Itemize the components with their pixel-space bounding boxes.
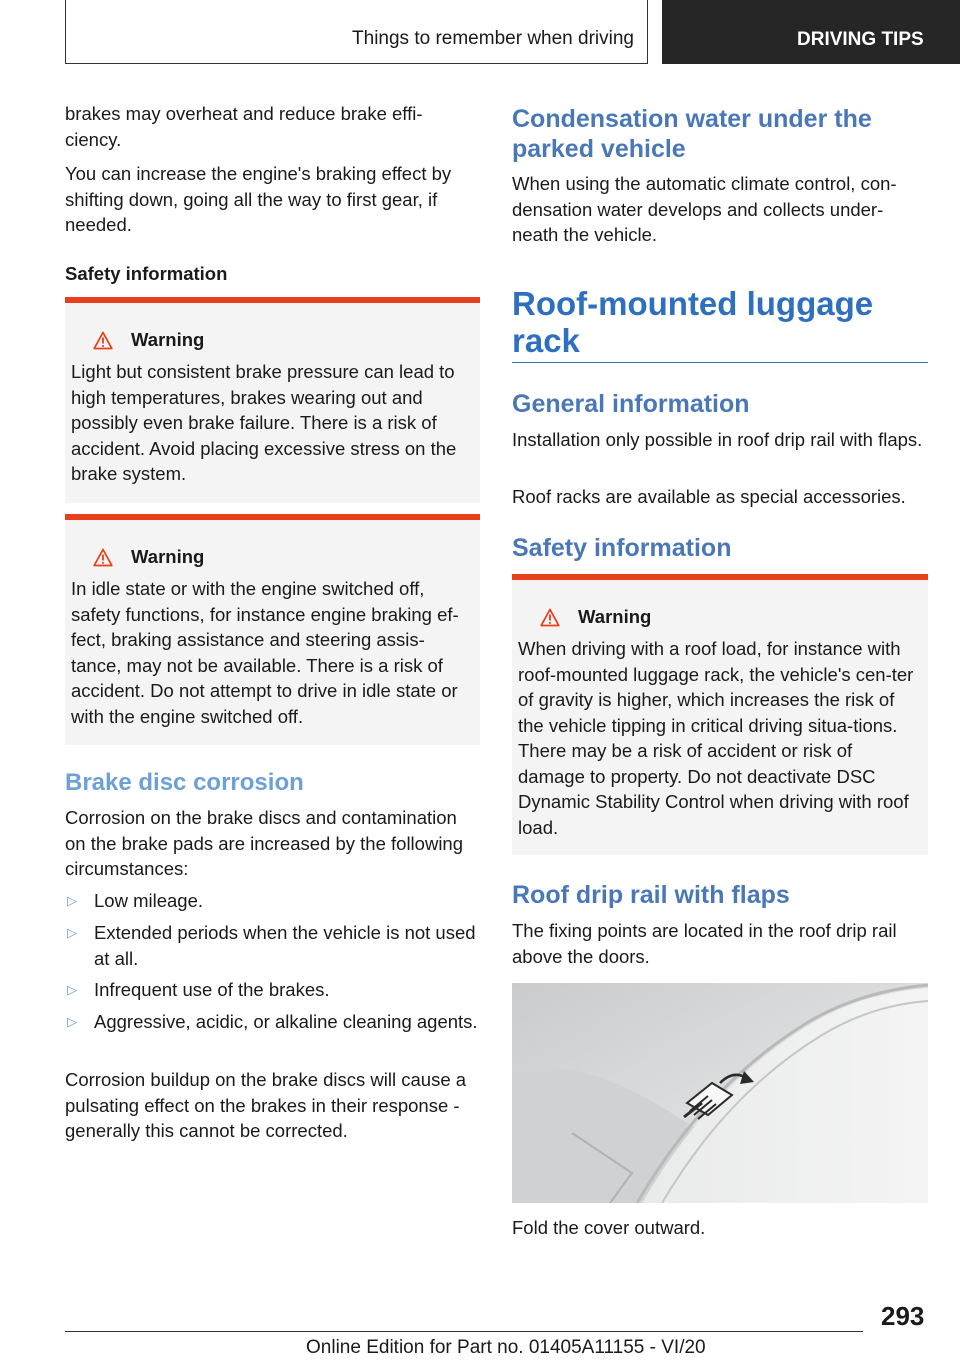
- paragraph-installation: Installation only possible in roof drip rail with flaps.: [512, 429, 923, 450]
- paragraph-condensation: When using the automatic climate control, con-densation water develops and collects under-neath the vehicle.: [512, 173, 897, 245]
- roof-drip-rail-heading: Roof drip rail with flaps: [512, 881, 790, 909]
- warning-title: [518, 604, 922, 630]
- list-item: [65, 920, 480, 971]
- paragraph-accessories: Roof racks are available as special accessories.: [512, 486, 906, 507]
- safety-information-heading: Safety information: [65, 263, 228, 284]
- page-number: 293: [881, 1301, 925, 1331]
- warning-triangle-icon: [540, 608, 560, 627]
- list-item: [65, 977, 480, 1003]
- warning-title-text: Warning: [131, 546, 205, 567]
- general-information-heading: General information: [512, 390, 750, 418]
- triangle-bullet-icon: ▷: [67, 893, 77, 908]
- list-item-text: Low mileage.: [94, 890, 204, 911]
- paragraph-corrosion-outro: Corrosion buildup on the brake discs will cause a pulsating effect on the brakes in their response - generally this cannot be corrected.: [65, 1069, 467, 1141]
- footer-edition-text: Online Edition for Part no. 01405A11155 - VI/20: [306, 1337, 706, 1358]
- warning-triangle-icon: [93, 331, 113, 350]
- warning-text: When driving with a roof load, for instance with roof-mounted luggage rack, the vehicle's cen-ter of gravity is higher, which increases the risk of the vehicle tipping in critical driving situa-tions. There may be a risk of accident or risk of damage to property. Do not deactivate DSC Dynamic Stability Control when driving with roof load.: [518, 638, 914, 838]
- warning-triangle-icon: [93, 548, 113, 567]
- header-chapter-tab: [662, 0, 960, 64]
- roof-drip-rail-photo: [512, 983, 928, 1203]
- warning-box-idle-state: [65, 514, 480, 745]
- header-chapter-label: DRIVING TIPS: [797, 29, 924, 50]
- roof-photo-illustration: [512, 983, 928, 1203]
- condensation-heading: Condensation water under the parked vehicle: [512, 105, 872, 163]
- list-item: [65, 888, 480, 914]
- warning-box-roof-load: [512, 574, 928, 855]
- photo-caption: Fold the cover outward.: [512, 1217, 706, 1238]
- warning-title: [71, 327, 474, 353]
- brake-disc-corrosion-heading: Brake disc corrosion: [65, 769, 304, 796]
- warning-title: [71, 544, 474, 570]
- warning-box-brake-pressure: [65, 297, 480, 503]
- list-item-text: Aggressive, acidic, or alkaline cleaning agents.: [94, 1011, 478, 1032]
- triangle-bullet-icon: ▷: [67, 1014, 77, 1029]
- warning-title-text: Warning: [131, 329, 205, 350]
- safety-information-heading: Safety information: [512, 534, 732, 562]
- paragraph-fixing-points: The fixing points are located in the roof drip rail above the doors.: [512, 920, 897, 967]
- list-item-text: Extended periods when the vehicle is not used at all.: [94, 922, 476, 969]
- warning-title-text: Warning: [578, 606, 652, 627]
- roof-rack-chapter-heading: Roof-mounted luggage rack: [512, 285, 874, 359]
- header-section-title: Things to remember when driving: [352, 28, 634, 49]
- triangle-bullet-icon: ▷: [67, 925, 77, 940]
- triangle-bullet-icon: ▷: [67, 982, 77, 997]
- paragraph-engine-braking: You can increase the engine's braking effect by shifting down, going all the way to first gear, if needed.: [65, 163, 452, 235]
- list-item-text: Infrequent use of the brakes.: [94, 979, 330, 1000]
- footer-divider: [65, 1331, 863, 1332]
- warning-text: In idle state or with the engine switched off, safety functions, for instance engine braking ef-fect, braking assistance and steering assis-tance, may not be available. There is a risk of accident. Do not attempt to drive in idle state or with the engine switched off.: [71, 578, 459, 727]
- heading-divider: [512, 362, 928, 363]
- list-item: [65, 1009, 480, 1035]
- paragraph-brake-overheat: brakes may overheat and reduce brake effi- ciency.: [65, 103, 423, 150]
- paragraph-corrosion-intro: Corrosion on the brake discs and contamination on the brake pads are increased by the following circumstances:: [65, 807, 464, 879]
- warning-text: Light but consistent brake pressure can lead to high temperatures, brakes wearing out and possibly even brake failure. There is a risk of accident. Avoid placing excessive stress on the brake system.: [71, 361, 457, 484]
